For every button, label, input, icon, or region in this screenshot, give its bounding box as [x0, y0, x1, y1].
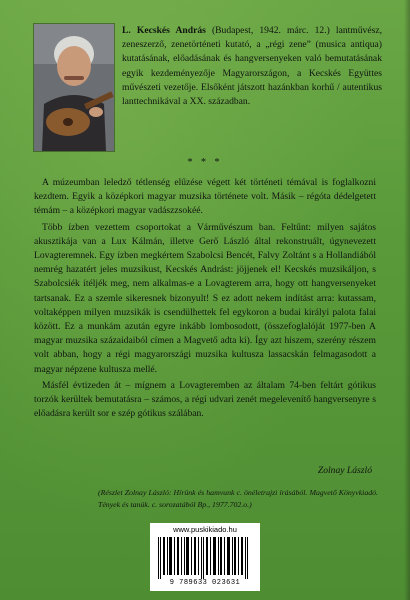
publisher-website: www.puskikiado.hu — [173, 525, 237, 534]
author-name: L. Kecskés András — [122, 25, 206, 36]
excerpt-signature: Zolnay László — [317, 465, 372, 476]
excerpt-paragraph: A múzeumban leledző tétlenség elűzése végett két történeti témával is foglalkozni kezdtem. Egyik a középkori magyar muzsika története volt. Másik – régóta dédelgetett témám – a középkori magyar vadászzsokéé. — [34, 177, 376, 217]
source-citation: (Részlet Zolnay László: Hírünk és hamvunk c. önéletrajzi írásából. Magvető Könyvkiadó. Tények és tanúk. c. sorozatából Bp., 1977.702.o.) — [98, 488, 378, 509]
author-bio-text: (Budapest, 1942. márc. 12.) lantművész, zeneszerző, zenetörténeti kutató, a „régi zene” (musica antiqua) kutatásának, előadásának és hangversenyeken való bemutatásának egyik kezdeményezője Magyarországon, a Kecskés Együttes művészeti vezetője. Elsőként játszott hazánkban korhű / autentikus lanttechnikával a XX. században. — [122, 25, 382, 108]
spine-shadow — [404, 0, 410, 600]
author-photo — [34, 24, 114, 151]
barcode-icon — [156, 537, 254, 579]
author-portrait-illustration — [34, 24, 114, 151]
author-bio — [122, 24, 382, 109]
excerpt-paragraph: Másfél évtizeden át – mígnem a Lovagteremben az általam 74-ben feltárt gótikus torzók kerültek bemutatásra – számos, a régi udvari zenét megelevenítő hangversenyre s előadásra került sor e szép gótikus szálában. — [34, 379, 376, 420]
isbn-barcode-box — [150, 523, 260, 591]
section-separator: * * * — [187, 157, 223, 168]
isbn-digits: 9 789633 023631 — [169, 579, 241, 587]
excerpt-text — [34, 176, 376, 423]
excerpt-paragraph: Több ízben vezettem csoportokat a Várművészum ban. Feltűnt: milyen sajátos akusztikája van a Lux Kálmán, illetve Gerő László által rekonstruált, úgynevezett Lovagteremnek. Egy ízben megkértem Szabolcsi Bencét, Falvy Zoltánt s a Hollandiából nemrég hazatért jeles muzsikust, Kecskés Andrást: jöjjenek el! Kecskés muzsikáljon, s Szabolcsiék ítéljék meg, nem alkalmas-e a Lovagterem arra, hogy ott hangversenyeket tartsanak. Ez a szemle sikeresnek bizonyult! S ez adott nekem indítást arra: kutassam, voltaképpen milyen muzsikák is csendülhettek fel egykoron a budai királyi palota falai között. Ez a munkám azután egyre inkább lombosodott, (összefoglalóját 1977-ben A magyar muzsika százaidaiból címen a Magvető adta ki). Így azt hiszem, szerény részem volt abban, hogy a régi magyarországi muzsika kultusza lassacskán felmagasodott a magyar népzene kultusza mellé. — [34, 221, 376, 375]
